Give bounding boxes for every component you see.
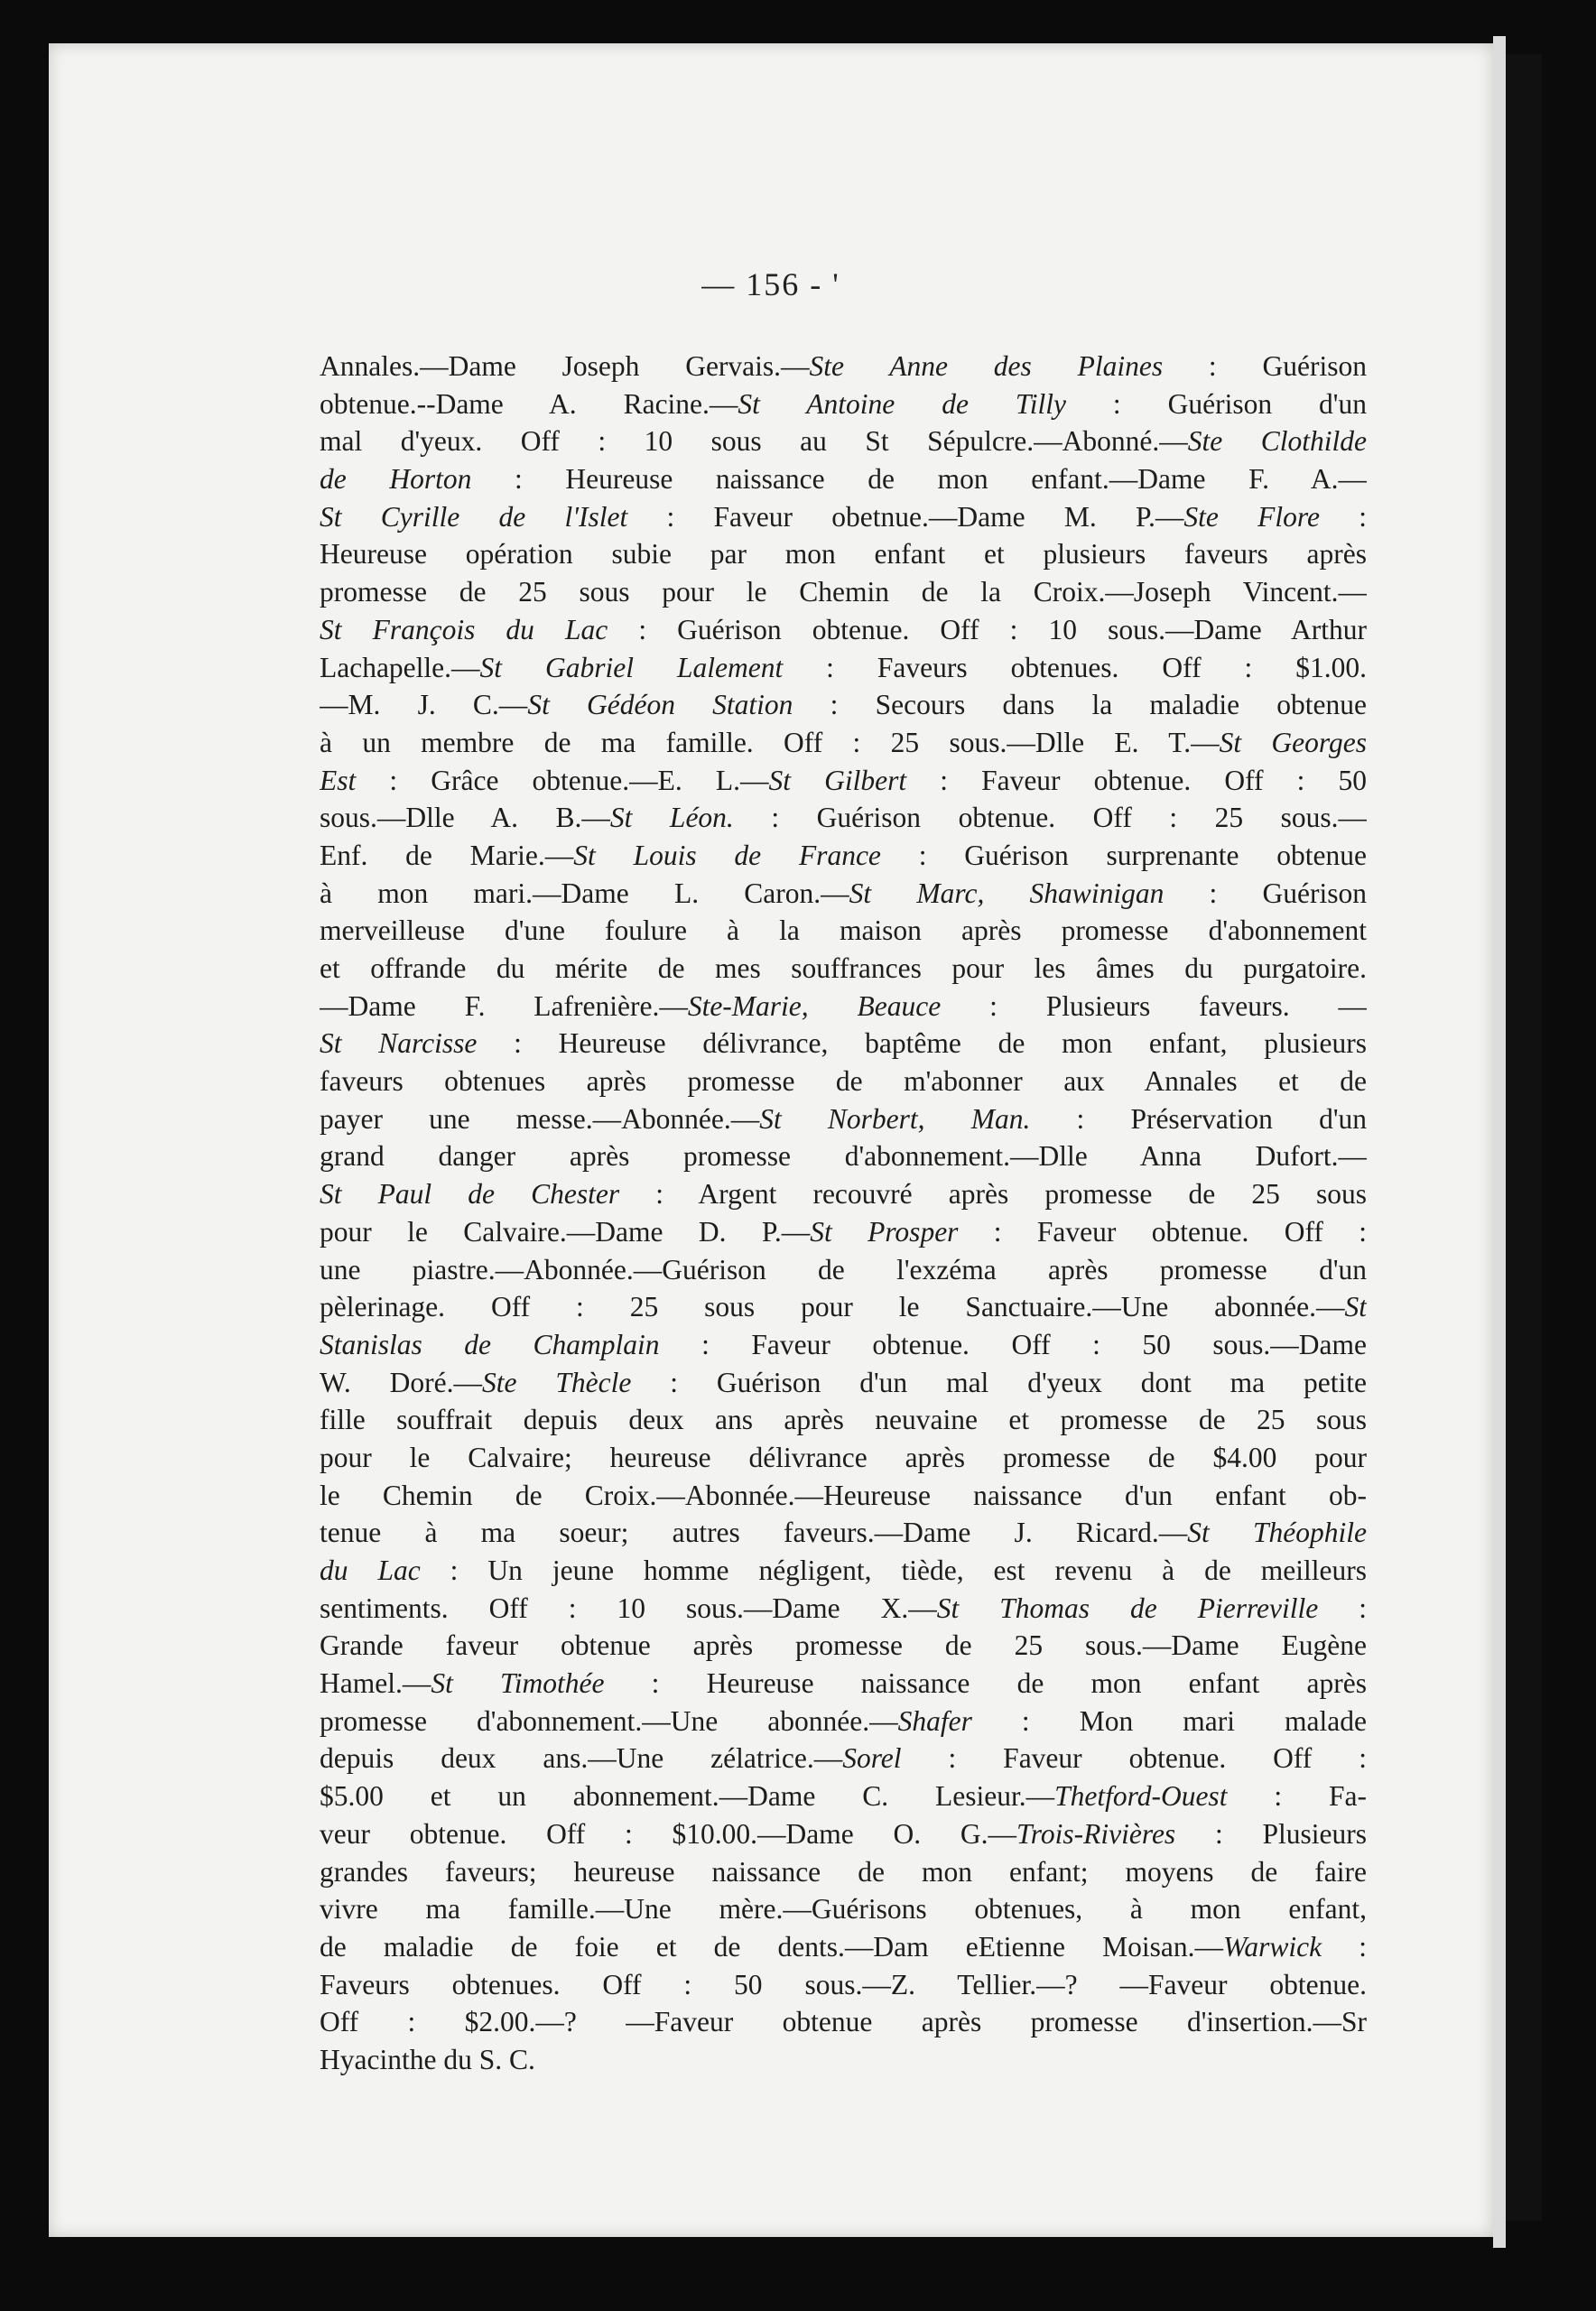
text-segment: pour le Calvaire; heureuse délivrance après promesse de $4.00 pour — [320, 1441, 1367, 1473]
place-name: St Marc, Shawinigan — [849, 877, 1165, 909]
place-name: Ste-Marie, Beauce — [687, 989, 942, 1022]
text-segment: —M. J. C.— — [320, 689, 528, 721]
text-line — [320, 950, 1367, 988]
text-line — [320, 1966, 1367, 2004]
text-line — [320, 1326, 1367, 1364]
text-segment: : Faveur obtenue. Off : 50 — [906, 764, 1367, 796]
place-name: Ste Clothilde — [1187, 425, 1367, 458]
text-segment: à un membre de ma famille. Off : 25 sous.—Dlle E. T.— — [320, 726, 1220, 758]
text-segment: depuis deux ans.—Une zélatrice.— — [320, 1742, 843, 1775]
place-name: Warwick — [1222, 1930, 1322, 1963]
text-segment: le Chemin de Croix.—Abonnée.—Heureuse naissance d'un enfant ob- — [320, 1479, 1367, 1511]
text-segment: : Faveur obtenue. Off : 50 sous.—Dame — [659, 1328, 1367, 1360]
text-segment: grand danger après promesse d'abonnement.—Dlle Anna Dufort.— — [320, 1140, 1367, 1173]
text-line — [320, 460, 1367, 498]
place-name: St Paul de Chester — [320, 1178, 620, 1211]
adjacent-page-edge — [1506, 54, 1542, 2221]
text-line — [320, 1777, 1367, 1815]
text-segment: W. Doré.— — [320, 1366, 482, 1398]
text-segment: Heureuse opération subie par mon enfant et plusieurs faveurs après — [320, 538, 1367, 571]
text-line — [320, 1853, 1367, 1891]
body-text — [320, 348, 1367, 2079]
text-segment: : Guérison — [1163, 350, 1367, 382]
text-line — [320, 1928, 1367, 1966]
text-line — [320, 1288, 1367, 1326]
place-name: Ste Flore — [1183, 500, 1320, 533]
text-line — [320, 686, 1367, 724]
text-line — [320, 799, 1367, 837]
text-segment: : Plusieurs faveurs. — — [941, 989, 1367, 1022]
text-line — [320, 2041, 1367, 2079]
text-segment: et offrande du mérite de mes souffrances pour les âmes du purgatoire. — [320, 952, 1367, 984]
place-name: St Prosper — [810, 1215, 959, 1248]
text-segment: : Faveurs obtenues. Off : $1.00. — [783, 651, 1367, 683]
text-segment: payer une messe.—Abonnée.— — [320, 1102, 760, 1135]
text-segment: grandes faveurs; heureuse naissance de mon enfant; moyens de faire — [320, 1855, 1367, 1888]
text-segment: : — [1322, 1930, 1367, 1963]
text-line — [320, 988, 1367, 1026]
place-name: St — [1344, 1291, 1367, 1323]
text-line — [320, 1063, 1367, 1100]
text-segment: veur obtenue. Off : $10.00.—Dame O. G.— — [320, 1817, 1017, 1850]
place-name: St Georges — [1219, 726, 1367, 758]
text-line — [320, 1665, 1367, 1703]
place-name: Ste Anne des Plaines — [809, 350, 1164, 382]
text-line — [320, 875, 1367, 913]
text-segment: : Guérison obtenue. Off : 25 sous.— — [733, 802, 1367, 834]
place-name: Stanislas de Champlain — [320, 1328, 660, 1360]
text-segment: : Guérison surprenante obtenue — [880, 839, 1367, 871]
text-segment: Grande faveur obtenue après promesse de 25 sous.—Dame Eugène — [320, 1629, 1367, 1662]
text-segment: : Plusieurs — [1175, 1817, 1367, 1850]
text-segment: de maladie de foie et de dents.—Dam eEtienne Moisan.— — [320, 1930, 1223, 1963]
place-name: St François du Lac — [320, 613, 608, 645]
text-segment: Off : $2.00.—? —Faveur obtenue après promesse d'insertion.—Sr — [320, 2006, 1367, 2038]
text-line — [320, 385, 1367, 423]
text-line — [320, 1514, 1367, 1552]
text-line — [320, 1137, 1367, 1175]
text-segment: pour le Calvaire.—Dame D. P.— — [320, 1215, 811, 1248]
place-name: St Gabriel Lalement — [479, 651, 784, 683]
text-line — [320, 1740, 1367, 1777]
place-name: Est — [320, 764, 357, 796]
text-line — [320, 573, 1367, 611]
text-line — [320, 912, 1367, 950]
place-name: Shafer — [897, 1704, 972, 1737]
text-segment: $5.00 et un abonnement.—Dame C. Lesieur.— — [320, 1780, 1055, 1813]
text-line — [320, 1815, 1367, 1853]
text-segment: : Guérison d'un mal d'yeux dont ma petite — [631, 1366, 1367, 1398]
place-name: St Antoine de Tilly — [738, 387, 1066, 420]
text-line — [320, 535, 1367, 573]
text-segment: : Un jeune homme négligent, tiède, est revenu à de meilleurs — [420, 1555, 1367, 1586]
text-segment: vivre ma famille.—Une mère.—Guérisons obtenues, à mon enfant, — [320, 1893, 1367, 1926]
text-segment: Hyacinthe du S. C. — [320, 2043, 535, 2075]
text-segment: faveurs obtenues après promesse de m'abonner aux Annales et de — [320, 1065, 1367, 1098]
text-line — [320, 762, 1367, 800]
place-name: de Horton — [320, 463, 472, 496]
text-line — [320, 348, 1367, 385]
text-segment: : Heureuse naissance de mon enfant après — [604, 1667, 1367, 1700]
text-line — [320, 1025, 1367, 1063]
text-segment: : Préservation d'un — [1030, 1102, 1367, 1135]
text-line — [320, 649, 1367, 687]
text-segment: : Grâce obtenue.—E. L.— — [356, 764, 769, 796]
place-name: St Narcisse — [320, 1027, 478, 1060]
text-segment: mal d'yeux. Off : 10 sous au St Sépulcre.—Abonné.— — [320, 425, 1188, 458]
text-segment: : Fa- — [1227, 1780, 1367, 1813]
text-segment: : Heureuse délivrance, baptême de mon enfant, plusieurs — [477, 1027, 1367, 1060]
text-segment: : Faveur obtenue. Off : — [901, 1742, 1367, 1775]
text-line — [320, 422, 1367, 460]
text-segment: : Faveur obetnue.—Dame M. P.— — [627, 500, 1184, 533]
text-segment: obtenue.--Dame A. Racine.— — [320, 387, 738, 420]
place-name: St Gédéon Station — [527, 689, 793, 721]
text-segment: tenue à ma soeur; autres faveurs.—Dame J. Ricard.— — [320, 1517, 1188, 1549]
text-segment: : — [1318, 1592, 1367, 1624]
place-name: St Thomas de Pierreville — [936, 1592, 1319, 1624]
place-name: St Timothée — [431, 1667, 605, 1700]
text-segment: : Guérison — [1164, 877, 1367, 909]
text-segment: merveilleuse d'une foulure à la maison après promesse d'abonnement — [320, 914, 1367, 947]
text-segment: Lachapelle.— — [320, 651, 480, 683]
text-segment: Annales.—Dame Joseph Gervais.— — [320, 350, 810, 382]
text-segment: —Dame F. Lafrenière.— — [320, 989, 688, 1022]
text-line — [320, 1175, 1367, 1213]
text-line — [320, 1251, 1367, 1289]
text-segment: Hamel.— — [320, 1667, 431, 1700]
place-name: Ste Thècle — [481, 1366, 632, 1398]
text-line — [320, 1552, 1367, 1590]
place-name: St Théophile — [1187, 1517, 1367, 1549]
text-line — [320, 1703, 1367, 1740]
text-segment: Faveurs obtenues. Off : 50 sous.—Z. Tellier.—? —Faveur obtenue. — [320, 1968, 1367, 2000]
page-number: — 156 - ' — [701, 266, 840, 302]
place-name: Thetford-Ouest — [1054, 1780, 1228, 1813]
text-line — [320, 1477, 1367, 1515]
text-segment: : Faveur obtenue. Off : — [958, 1215, 1367, 1248]
text-segment: : Mon mari malade — [971, 1704, 1367, 1737]
place-name: St Louis de France — [573, 839, 881, 871]
text-segment: une piastre.—Abonnée.—Guérison de l'exzéma après promesse d'un — [320, 1253, 1367, 1285]
text-line — [320, 837, 1367, 875]
place-name: Sorel — [842, 1742, 902, 1775]
text-segment: pèlerinage. Off : 25 sous pour le Sanctuaire.—Une abonnée.— — [320, 1291, 1345, 1323]
text-segment: : Heureuse naissance de mon enfant.—Dame F. A.— — [471, 463, 1367, 496]
text-line — [320, 1213, 1367, 1251]
text-segment: sous.—Dlle A. B.— — [320, 802, 610, 834]
text-line — [320, 1364, 1367, 1402]
text-line — [320, 1401, 1367, 1439]
text-segment: à mon mari.—Dame L. Caron.— — [320, 877, 849, 909]
text-line — [320, 1590, 1367, 1628]
text-line — [320, 724, 1367, 762]
text-segment: : Guérison obtenue. Off : 10 sous.—Dame Arthur — [608, 613, 1367, 645]
text-segment: : Argent recouvré après promesse de 25 sous — [619, 1178, 1367, 1211]
text-line — [320, 611, 1367, 649]
text-segment: promesse de 25 sous pour le Chemin de la Croix.—Joseph Vincent.— — [320, 576, 1367, 608]
text-segment: Enf. de Marie.— — [320, 839, 574, 871]
text-line — [320, 1890, 1367, 1928]
text-segment: fille souffrait depuis deux ans après neuvaine et promesse de 25 sous — [320, 1404, 1367, 1436]
page-edge — [1493, 36, 1506, 2248]
text-segment: : Secours dans la maladie obtenue — [793, 689, 1367, 721]
text-line — [320, 1627, 1367, 1665]
place-name: St Cyrille de l'Islet — [320, 500, 628, 533]
text-line — [320, 498, 1367, 536]
text-segment: promesse d'abonnement.—Une abonnée.— — [320, 1704, 898, 1737]
place-name: St Norbert, Man. — [759, 1102, 1031, 1135]
text-segment: : Guérison d'un — [1065, 387, 1367, 420]
text-line — [320, 2003, 1367, 2041]
text-segment: sentiments. Off : 10 sous.—Dame X.— — [320, 1592, 937, 1624]
book-page — [49, 43, 1493, 2237]
text-segment: : — [1319, 500, 1367, 533]
place-name: St Gilbert — [768, 764, 907, 796]
place-name: St Léon. — [609, 802, 734, 834]
text-line — [320, 1100, 1367, 1138]
text-line — [320, 1439, 1367, 1477]
place-name: du Lac — [320, 1555, 421, 1586]
place-name: Trois-Rivières — [1016, 1817, 1176, 1850]
